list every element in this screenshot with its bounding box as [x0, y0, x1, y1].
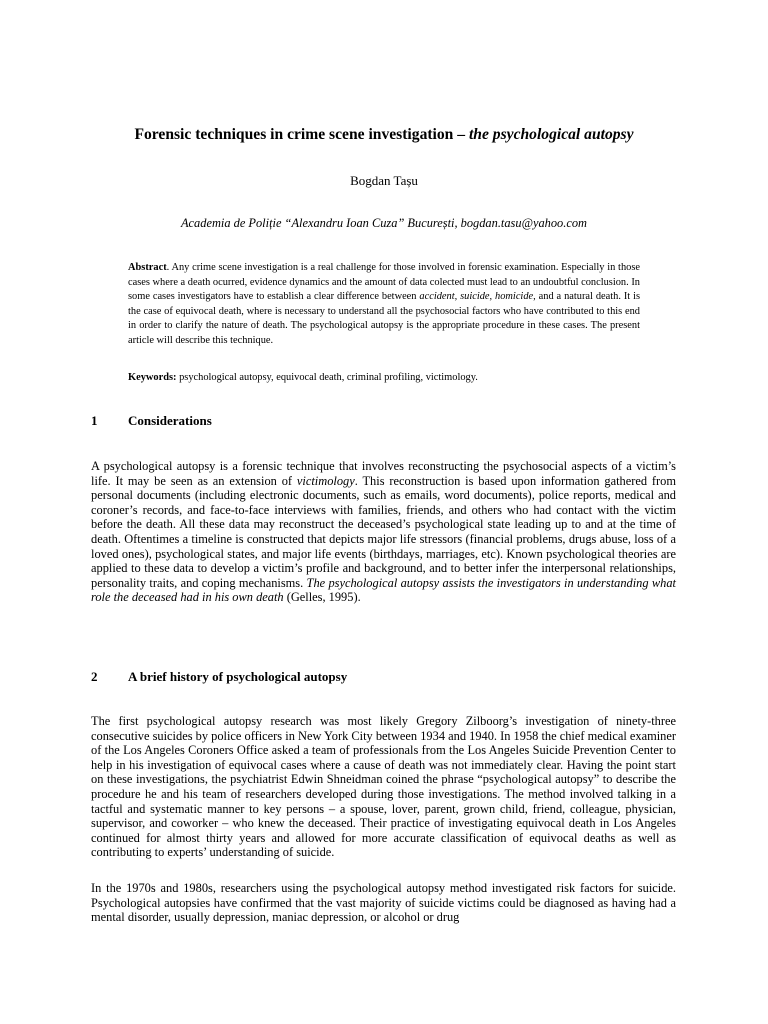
paragraph-italic: victimology [296, 473, 355, 488]
section-number: 1 [91, 413, 98, 428]
paper-title [60, 125, 708, 145]
section-2-paragraph-1: The first psychological autopsy research was most likely Gregory Zilboorg’s investigation of ninety-three consecutive suicides by police officers in New York City between 1934 and 1940. In 1958 the chief medical examiner of the Los Angeles Coroners Office asked a team of professionals from the Los Angeles Suicide Prevention Center to help in his investigation of equivocal cases where a cause of death was not immediately clear. Having the point start on these investigations, the psychiatrist Edwin Shneidman coined the phrase “psychological autopsy” to describe the procedure he and his team of researchers developed during those investigations. The method involved talking in a tactful and systematic manner to key persons – a spouse, lover, parent, grown child, friend, colleague, physician, supervisor, and coworker – who knew the deceased. Their practice of investigating equivocal death in Los Angeles continued for almost thirty years and allowed for more accurate classification of equivocal deaths as well as contributing to experts’ understanding of suicide. [91, 714, 676, 860]
paragraph-italic: The psychological autopsy assists the investigators in understanding what role the deceased had in his own death [91, 575, 676, 605]
abstract [128, 261, 640, 348]
section-number: 2 [91, 669, 98, 684]
abstract-italic-terms: accident, suicide, homicide, [419, 291, 536, 302]
abstract-text-2: and a natural death. It is the case of equivocal death, where is necessary to understand all the psychosocial factors who have contributed to this end in order to clarify the nature of death. The psychological autopsy is the appropriate procedure in these cases. The present article will describe this technique. [128, 291, 641, 346]
paragraph-text: A psychological autopsy is a forensic technique that involves reconstructing the psychosocial aspects of a victim’s life. It may be seen as an extension of [91, 459, 676, 488]
section-heading-considerations [91, 412, 212, 429]
paragraph-citation: (Gelles, 1995). [283, 590, 361, 605]
paragraph-text: . This reconstruction is based upon information gathered from personal documents (including electronic documents, such as emails, word documents), police reports, medical and coroner’s records, and face-to-face interviews with families, friends, and others who had contact with the victim before the death. All these data may reconstruct the deceased’s psychological state leading up to and at the time of death. Oftentimes a timeline is constructed that depicts major life stressors (financial problems, drugs abuse, loss of a loved ones), psychological states, and major life events (birthdays, marriages, etc). Known psychological theories are applied to these data to develop a victim’s profile and background, and to better infer the interpersonal relationships, personality traits, and coping mechanisms. [91, 473, 676, 590]
section-title: A brief history of psychological autopsy [128, 669, 348, 684]
keywords-text: psychological autopsy, equivocal death, criminal profiling, victimology. [176, 372, 478, 383]
abstract-label: Abstract [128, 262, 167, 273]
keywords [128, 371, 640, 386]
section-1-paragraph [91, 459, 676, 605]
paper-title-italic: the psychological autopsy [468, 126, 634, 143]
author-affiliation: Academia de Poliție “Alexandru Ioan Cuza” București, bogdan.tasu@yahoo.com [180, 216, 587, 230]
paper-title-main: Forensic techniques in crime scene investigation – [134, 126, 469, 143]
abstract-text-1: . Any crime scene investigation is a real challenge for those involved in forensic examination. Especially in those cases where a death ocurred, evidence dynamics and the amount of data colected must lead to an undoubtful conclusion. In some cases investigators have to establish a clear difference between [128, 262, 640, 302]
author-name: Bogdan Tașu [350, 173, 418, 188]
section-title: Considerations [128, 413, 212, 428]
section-2-paragraph-2: In the 1970s and 1980s, researchers using the psychological autopsy method investigated risk factors for suicide. Psychological autopsies have confirmed that the vast majority of suicide victims could be diagnosed as having had a mental disorder, usually depression, maniac depression, or alcohol or drug [91, 881, 676, 925]
keywords-label: Keywords: [128, 372, 177, 383]
section-heading-history [91, 668, 347, 685]
